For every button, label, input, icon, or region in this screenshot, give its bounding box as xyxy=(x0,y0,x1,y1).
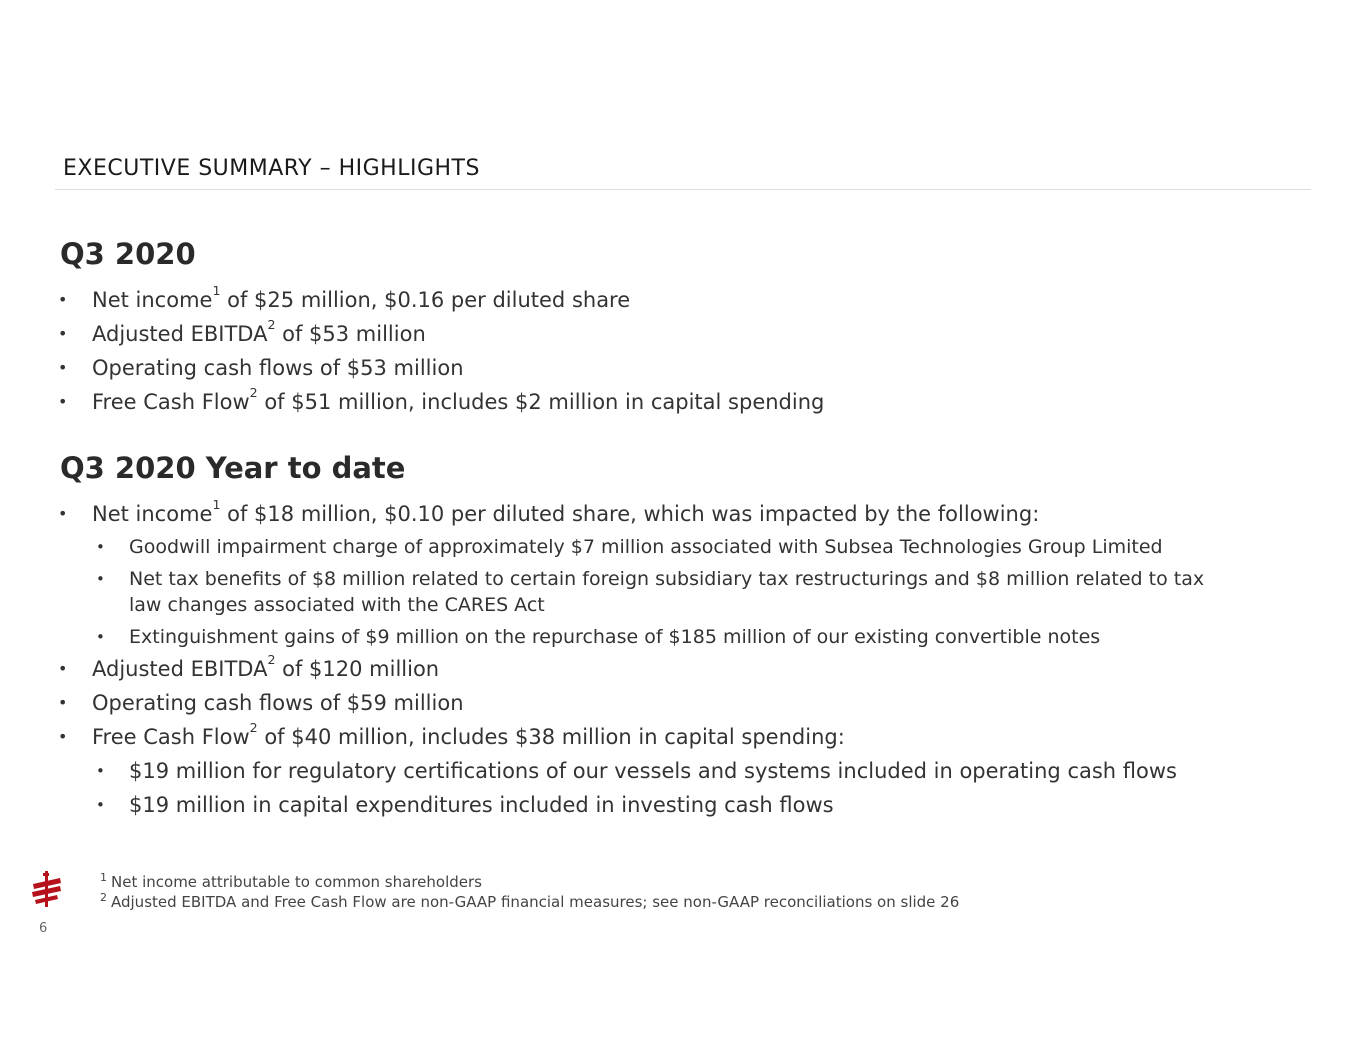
sub-bullet-text: $19 million in capital expenditures included in investing cash flows xyxy=(129,793,834,817)
ytd-sub-goodwill xyxy=(96,534,1163,560)
bullet-icon: • xyxy=(58,324,68,343)
bullet-icon: • xyxy=(58,290,68,309)
bullet-text: Net income xyxy=(92,502,213,526)
section-heading-q3: Q3 2020 xyxy=(60,237,196,271)
bullet-text: Free Cash Flow xyxy=(92,390,250,414)
ytd-sub-tax-continued xyxy=(129,592,545,618)
footnote-text: Net income attributable to common shareholders xyxy=(111,873,482,891)
bullet-icon: • xyxy=(58,693,68,712)
ytd-sub-tax xyxy=(96,566,1205,592)
bullet-icon: • xyxy=(58,504,68,523)
footnote-ref: 1 xyxy=(212,497,221,512)
sub-bullet-text: Extinguishment gains of $9 million on the repurchase of $185 million of our existing convertible notes xyxy=(129,626,1101,648)
footnote-text: Adjusted EBITDA and Free Cash Flow are non-GAAP financial measures; see non-GAAP reconciliations on slide 26 xyxy=(111,893,960,911)
footnote-ref: 2 xyxy=(249,720,258,735)
bullet-text: of $51 million, includes $2 million in capital spending xyxy=(257,390,825,414)
q3-bullet-net-income xyxy=(58,283,631,313)
ytd-sub-extinguishment xyxy=(96,624,1101,650)
footnote-1 xyxy=(100,873,482,891)
bullet-icon: • xyxy=(58,358,68,377)
bullet-icon: • xyxy=(96,570,105,588)
ytd-bullet-ocf xyxy=(58,690,464,716)
section-heading-ytd: Q3 2020 Year to date xyxy=(60,451,406,485)
title-divider xyxy=(55,189,1311,190)
footnote-ref: 1 xyxy=(212,283,221,298)
footnote-ref: 2 xyxy=(249,385,258,400)
bullet-icon: • xyxy=(58,727,68,746)
footnote-ref: 2 xyxy=(267,317,276,332)
bullet-text: Free Cash Flow xyxy=(92,725,250,749)
bullet-icon: • xyxy=(96,796,105,814)
q3-bullet-ebitda xyxy=(58,317,426,347)
bullet-text: Adjusted EBITDA xyxy=(92,657,268,681)
page-number: 6 xyxy=(39,921,48,936)
ytd-bullet-fcf xyxy=(58,720,845,750)
company-logo-icon xyxy=(30,870,64,908)
bullet-text: Operating cash flows of $53 million xyxy=(92,356,464,380)
bullet-icon: • xyxy=(96,628,105,646)
footnote-ref: 2 xyxy=(267,652,276,667)
sub-bullet-text: $19 million for regulatory certifications of our vessels and systems included in operating cash flows xyxy=(129,759,1177,783)
bullet-text: of $40 million, includes $38 million in capital spending: xyxy=(257,725,845,749)
footnote-2 xyxy=(100,893,959,911)
bullet-text: Net income xyxy=(92,288,213,312)
ytd-sub-regulatory xyxy=(96,758,1177,784)
bullet-text: Adjusted EBITDA xyxy=(92,322,268,346)
bullet-icon: • xyxy=(96,538,105,556)
footnote-number: 1 xyxy=(100,871,107,884)
q3-bullet-fcf xyxy=(58,385,825,415)
footnote-number: 2 xyxy=(100,891,107,904)
bullet-text: of $120 million xyxy=(275,657,440,681)
ytd-bullet-net-income xyxy=(58,497,1040,527)
ytd-bullet-ebitda xyxy=(58,652,440,682)
slide-title: EXECUTIVE SUMMARY – HIGHLIGHTS xyxy=(63,156,480,181)
sub-bullet-text: Net tax benefits of $8 million related to certain foreign subsidiary tax restructurings and $8 million related to tax xyxy=(129,568,1205,590)
sub-bullet-text: Goodwill impairment charge of approximately $7 million associated with Subsea Technologies Group Limited xyxy=(129,536,1163,558)
bullet-text: Operating cash flows of $59 million xyxy=(92,691,464,715)
bullet-text: of $25 million, $0.16 per diluted share xyxy=(220,288,631,312)
bullet-icon: • xyxy=(58,659,68,678)
q3-bullet-ocf xyxy=(58,355,464,381)
ytd-sub-capex xyxy=(96,792,834,818)
bullet-icon: • xyxy=(96,762,105,780)
bullet-text: of $53 million xyxy=(275,322,426,346)
sub-bullet-text: law changes associated with the CARES Act xyxy=(129,594,545,616)
bullet-icon: • xyxy=(58,392,68,411)
bullet-text: of $18 million, $0.10 per diluted share, which was impacted by the following: xyxy=(220,502,1040,526)
